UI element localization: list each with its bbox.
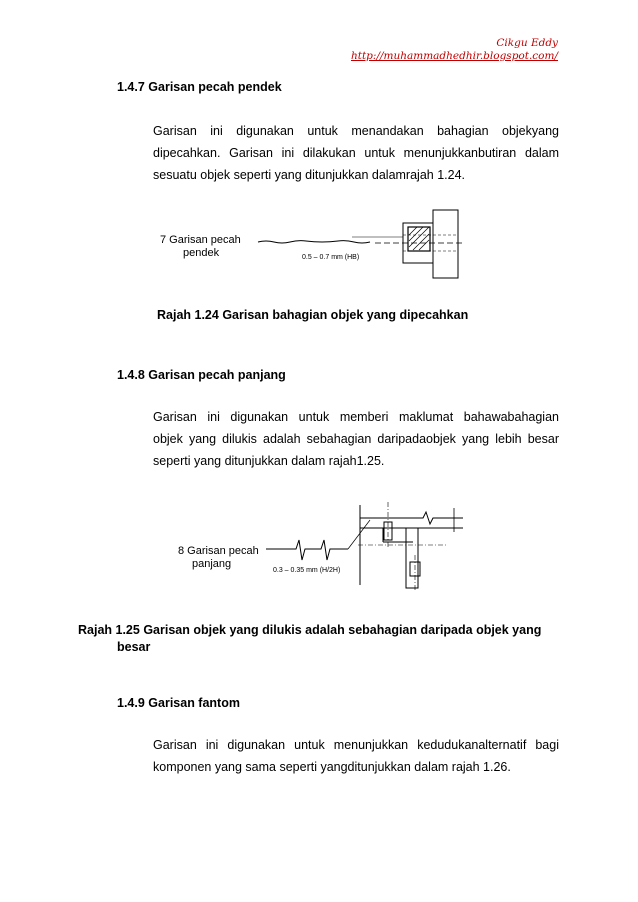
figure-label-line1: 8 Garisan pecah — [178, 545, 259, 557]
paragraph-148 — [153, 406, 559, 472]
figure-1-25 — [178, 500, 478, 595]
page-header — [351, 37, 558, 63]
section-heading-147: 1.4.7 Garisan pecah pendek — [117, 80, 282, 94]
figure-caption-1-24: Rajah 1.24 Garisan bahagian objek yang dipecahkan — [157, 308, 469, 322]
caption-line: Rajah 1.25 Garisan objek yang dilukis adalah sebahagian daripada objek yang — [78, 623, 542, 637]
section-heading-149: 1.4.9 Garisan fantom — [117, 696, 240, 710]
paragraph-line: Garisan ini digunakan untuk memberi maklumat bahawabahagian — [153, 410, 559, 424]
vertical-member — [406, 528, 418, 588]
paragraph-line: Garisan ini digunakan untuk menunjukkan kedudukanalternatif bagi — [153, 738, 559, 752]
paragraph-line: Garisan ini digunakan untuk menandakan bahagian objekyang — [153, 124, 559, 138]
paragraph-line: komponen yang sama seperti yangditunjukkan dalam rajah 1.26. — [153, 760, 511, 774]
long-break-line — [266, 540, 348, 560]
paragraph-line: dipecahkan. Garisan ini dilakukan untuk menunjukkanbutiran dalam — [153, 146, 559, 160]
figure-label-line2: pendek — [183, 247, 220, 259]
paragraph-line: sesuatu objek seperti yang ditunjukkan dalamrajah 1.24. — [153, 168, 466, 182]
figure-1-24 — [160, 205, 470, 285]
short-break-line — [258, 241, 370, 243]
section-heading-148: 1.4.8 Garisan pecah panjang — [117, 368, 286, 382]
figure-caption-1-25 — [78, 622, 541, 656]
paragraph-147 — [153, 120, 559, 186]
figure-label-line2: panjang — [192, 558, 232, 570]
object-break-top — [360, 512, 463, 524]
figure-spec: 0.5 – 0.7 mm (HB) — [302, 254, 360, 261]
leader-line — [348, 520, 370, 549]
object-flange — [433, 210, 458, 278]
header-author: Cikgu Eddy — [496, 37, 558, 49]
paragraph-149 — [153, 734, 559, 778]
figure-spec: 0.3 – 0.35 mm (H/2H) — [273, 567, 341, 574]
paragraph-line: seperti yang ditunjukkan dalam rajah1.25. — [153, 454, 385, 468]
section-hatching — [409, 227, 429, 250]
figure-label-line1: 7 Garisan pecah — [160, 234, 241, 246]
paragraph-line: objek yang dilukis adalah sebahagian daripadaobjek yang lebih besar — [153, 432, 559, 446]
header-blog-link[interactable]: http://muhammadhedhir.blogspot.com/ — [350, 50, 558, 62]
caption-line: besar — [117, 640, 151, 654]
